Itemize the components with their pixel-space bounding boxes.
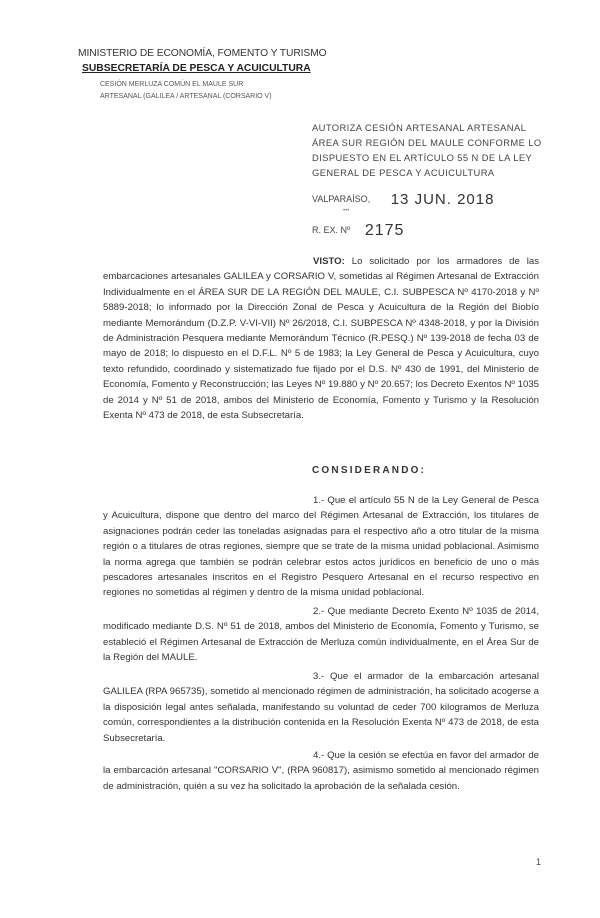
rex-number: 2175 (364, 222, 405, 239)
rex-label: R. EX. Nº (312, 225, 351, 235)
place-label: VALPARAÍSO, (312, 194, 371, 204)
visto-label: VISTO: (313, 256, 345, 267)
considerando-heading: CONSIDERANDO: (312, 465, 427, 476)
considerando-paragraph-4: 4.- Que la cesión se efectúa en favor del armador de la embarcación artesanal "CORSARIO V", (RPA 960817), asimismo sometido al mencionado régimen de administración, quién a su vez ha solicitado la aprobación de la señalada cesión. (103, 750, 539, 792)
considerando-paragraph-2: 2.- Que mediante Decreto Exento Nº 1035 de 2014, modificado mediante D.S. Nº 51 de 2018, ambos del Ministerio de Economía, Fomento y Turismo, se estableció el Régimen Artesanal de Extracción de Merluza común individualmente, en el Área Sur de la Región del MAULE. (103, 606, 539, 664)
place-date-line (312, 191, 494, 208)
stamp-mark: ••• (343, 208, 350, 214)
page-number: 1 (536, 857, 542, 867)
reference-line-1: CESIÓN MERLUZA COMÚN EL MAULE SUR (100, 81, 244, 88)
resolution-date: 13 JUN. 2018 (390, 191, 495, 208)
visto-paragraph (103, 254, 539, 423)
resolution-title: AUTORIZA CESIÓN ARTESANAL ARTESANAL ÁREA SUR REGIÓN DEL MAULE CONFORME LO DISPUESTO EN EL ARTÍCULO 55 N DE LA LEY GENERAL DE PESCA Y ACUICULTURA (312, 122, 542, 178)
considerando-paragraph-1: 1.- Que el artículo 55 N de la Ley General de Pesca y Acuicultura, dispone que dentro del marco del Régimen Artesanal de Extracción, los titulares de asignaciones podrán ceder las toneladas asignadas para el respectivo año a otro titular de la misma región o a titulares de otras regiones, siempre que se trate de la misma unidad poblacional. Asimismo la norma agrega que también se podrán celebrar estos actos jurídicos en beneficio de uno o más pescadores artesanales inscritos en el Registro Pesquero Artesanal en el recurso respectivo en regiones no sometidas al régimen y dentro de la misma unidad poblacional. (103, 495, 539, 599)
reference-line-2: ARTESANAL (GALILEA / ARTESANAL (CORSARIO V) (100, 93, 272, 100)
subsecretaria-name: SUBSECRETARÍA DE PESCA Y ACUICULTURA (82, 63, 311, 74)
reference-block (100, 79, 272, 103)
considerando-paragraph-3: 3.- Que el armador de la embarcación artesanal GALILEA (RPA 965735), sometido al mencionado régimen de administración, ha solicitado acogerse a la disposición legal antes señalada, manifestando su voluntad de ceder 700 kilogramos de Merluza común, correspondientes a la distribución contenida en la Resolución Exenta Nº 473 de 2018, de esta Subsecretaría. (103, 671, 539, 744)
resolution-number-line (312, 222, 404, 240)
visto-text: Lo solicitado por los armadores de las embarcaciones artesanales GALILEA y CORSARIO V, sometidas al Régimen Artesanal de Extracción Individualmente en el ÁREA SUR DE LA REGIÓN DEL MAULE, C.I. SUBPESCA Nº 4170-2018 y Nº 5889-2018; lo informado por la Dirección Zonal de Pesca y Acuicultura de la Región del Biobío mediante Memorándum (D.Z.P. V-VI-VII) Nº 26/2018, C.I. SUBPESCA Nº 4348-2018, y por la División de Administración Pesquera mediante Memorándum Técnico (R.PESQ.) Nº 139-2018 de fecha 03 de mayo de 2018; lo dispuesto en el D.F.L. Nº 5 de 1983; la Ley General de Pesca y Acuicultura, cuyo texto refundido, coordinado y sistematizado fue fijado por el D.S. Nº 430 de 1991, del Ministerio de Economía, Fomento y Reconstrucción; las Leyes Nº 19.880 y Nº 20.657; los Decreto Exentos Nº 1035 de 2014 y Nº 51 de 2018, ambos del Ministerio de Economía, Fomento y Turismo y la Resolución Exenta Nº 473 de 2018, de esta Subsecretaría. (103, 256, 539, 422)
ministry-name: MINISTERIO DE ECONOMÍA, FOMENTO Y TURISMO (78, 48, 327, 59)
